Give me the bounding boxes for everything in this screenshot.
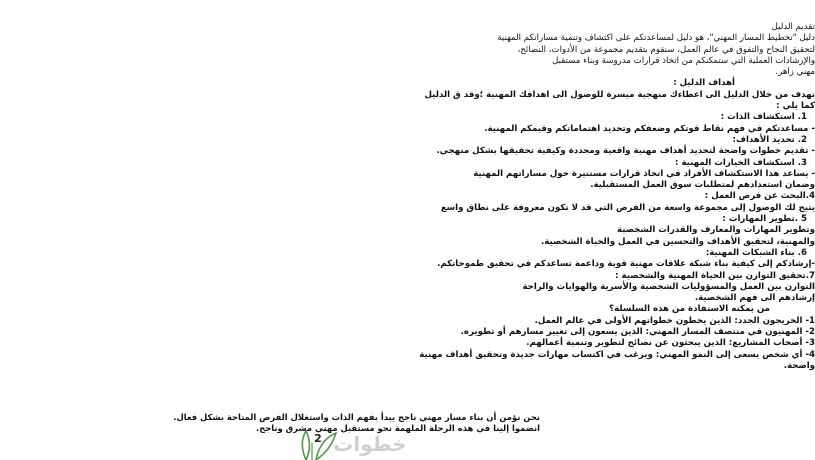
goal-text: وتطوير المهارات والمعارف والقدرات الشخصية bbox=[616, 225, 815, 236]
goal-text: يتيح لك الوصول إلى مجموعة واسعة من الفرص التي قد لا تكون معروفة على نطاق واسع bbox=[440, 202, 815, 213]
closing-line: نحن نؤمن أن بناء مسار مهني ناجح يبدأ بفهم الذات واستغلال الفرص المتاحة بشكل فعال. bbox=[173, 412, 540, 422]
intro-line: مهني زاهر. bbox=[775, 67, 815, 78]
section-title: تقديم الدليل bbox=[771, 22, 815, 32]
intro-line: دليل "تخطيط المسار المهني"، هو دليل لمساعدتكم على اكتشاف وتنمية مساراتكم المهنية bbox=[497, 33, 815, 44]
goal-text: - مساعدتكم في فهم نقاط قوتكم وضعفكم وتحديد اهتماماتكم وقيمكم المهنية. bbox=[484, 123, 815, 134]
audience-heading: من يمكنه الاستفادة من هذه السلسلة؟ bbox=[609, 304, 770, 315]
goal-text: وضمان استعدادهم لمتطلبات سوق العمل المستقبلية. bbox=[590, 180, 815, 191]
goal-text: التوازن بين العمل والمسؤوليات الشخصية والأسرية والهوايات والراحة bbox=[522, 281, 815, 292]
goals-intro: نهدف من خلال الدليل الى اعطاءك منهجية ميسرة للوصول الى اهدافك المهنية ؛وقد ق الدليل bbox=[424, 89, 815, 100]
document-body bbox=[270, 22, 815, 372]
goal-text: إرشادهم الى فهم الشخصية. bbox=[694, 293, 815, 304]
goal-heading: 1. استكشاف الذات : bbox=[720, 112, 807, 123]
goals-intro: كما يلي : bbox=[776, 101, 815, 112]
logo-wordmark: خطوات bbox=[333, 432, 407, 456]
brand-logo bbox=[292, 421, 407, 460]
audience-item: 3- أصحاب المشاريع: الذين يبحثون عن نصائح لتطوير وتنمية أعمالهم. bbox=[526, 338, 815, 349]
audience-item: 1- الخريجون الجدد: الذين يخطون خطواتهم الأولى في عالم العمل. bbox=[534, 315, 815, 326]
goal-heading: 4.البحث عن فرص العمل : bbox=[704, 191, 815, 202]
goals-heading: أهداف الدليل : bbox=[673, 78, 735, 89]
audience-item: واضحة. bbox=[783, 360, 815, 371]
intro-line: لتحقيق النجاح والتفوق في عالم العمل، سنقوم بتقديم مجموعة من الأدوات، النصائح، bbox=[517, 44, 815, 55]
goal-text: والمهنية، لتحقيق الأهداف والتحسين في العمل والحياة الشخصية. bbox=[540, 236, 815, 247]
goal-text: - يساعد هذا الاستكشاف الأفراد في اتخاذ قرارات مستنيرة حول مساراتهم المهنية bbox=[473, 168, 815, 179]
leaf-left-icon bbox=[302, 431, 309, 460]
audience-item: 2- المهنيون في منتصف المسار المهني: الذين يسعون إلى تغيير مسارهم أو تطويره. bbox=[460, 327, 815, 338]
goal-text: - تقديم خطوات واضحة لتحديد أهداف مهنية واقعية ومحددة وكيفية تحقيقها بشكل منهجي. bbox=[436, 146, 815, 157]
closing-line: انضموا إلينا في هذه الرحلة الملهمة نحو مستقبل مهني مشرق وناجح. bbox=[256, 423, 540, 433]
goal-heading: 5 .تطوير المهارات : bbox=[722, 214, 807, 225]
goal-heading: 6. بناء الشبكات المهنية: bbox=[705, 247, 807, 258]
goal-heading: 3. استكشاف الخيارات المهنية : bbox=[675, 157, 807, 168]
goal-heading: 7.تحقيق التوازن بين الحياة المهنية والشخصية : bbox=[615, 270, 815, 281]
intro-line: والإرشادات العملية التي ستمكنكم من اتخاذ قرارات مدروسة وبناء مستقبل bbox=[552, 55, 815, 66]
goal-heading: 2. تحديد الأهداف: bbox=[732, 134, 807, 145]
audience-item: 4- أي شخص يسعى إلى النمو المهني: ويرغب في اكتساب مهارات جديدة وتحقيق أهداف مهنية bbox=[419, 349, 815, 360]
goal-text: -إرشادكم إلى كيفية بناء شبكة علاقات مهنية قوية وداعمة تساعدكم في تحقيق طموحاتكم. bbox=[437, 259, 815, 270]
page-number: 2 bbox=[314, 432, 322, 445]
